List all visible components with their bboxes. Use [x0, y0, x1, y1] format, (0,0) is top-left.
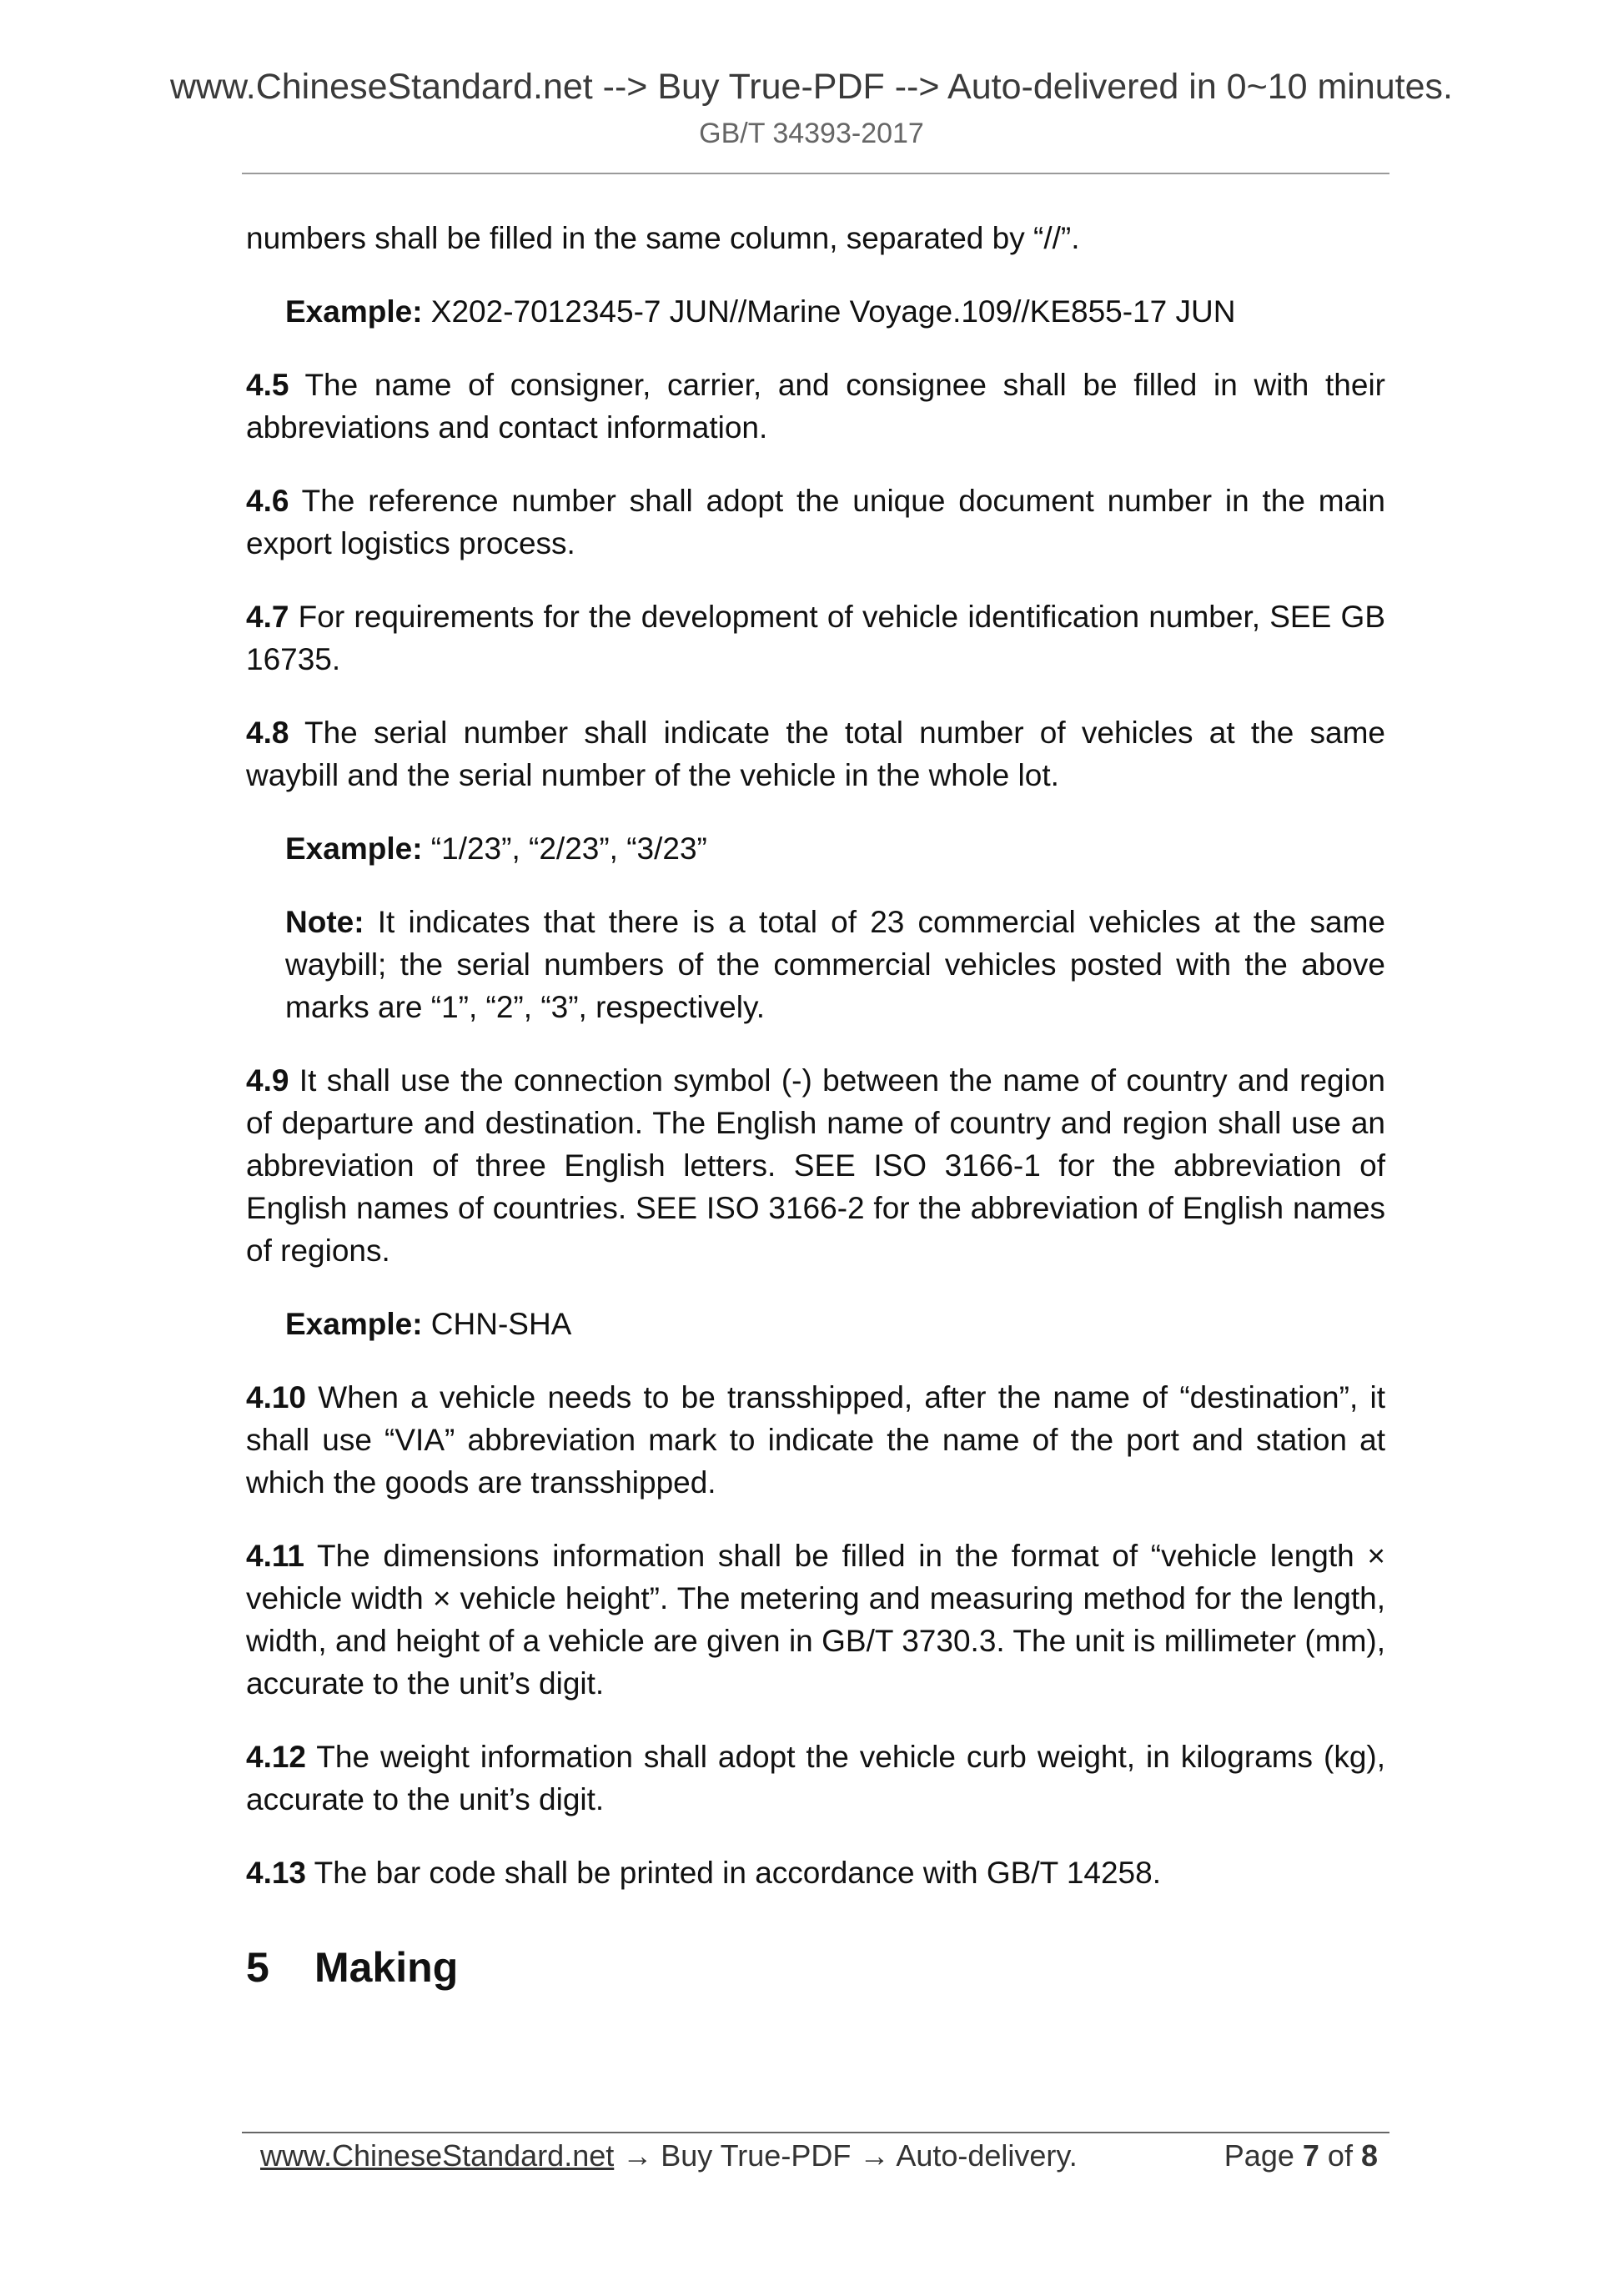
clause-number: 4.6: [246, 484, 289, 518]
footer-left: [260, 2135, 1078, 2177]
header-divider: [242, 173, 1389, 174]
clause-number: 4.10: [246, 1380, 307, 1414]
total-pages: 8: [1360, 2138, 1378, 2173]
site-link[interactable]: www.ChineseStandard.net: [260, 2138, 615, 2173]
example-2: Example: “1/23”, “2/23”, “3/23”: [285, 831, 707, 866]
example-3: Example: CHN-SHA: [285, 1307, 572, 1341]
clause-number: 4.5: [246, 368, 289, 402]
clause-number: 4.12: [246, 1740, 307, 1774]
clause-number: 4.9: [246, 1063, 289, 1098]
clause-number: 4.11: [246, 1539, 304, 1573]
clause-4-7: 4.7 For requirements for the development of vehicle identification number, SEE GB 16735.: [246, 600, 1385, 676]
note: Note: It indicates that there is a total of 23 commercial vehicles at the same waybill; the serial numbers of the commercial vehicles posted with the above marks are “1”, “2”, “3”, respectively.: [285, 905, 1385, 1024]
example-label: Example:: [285, 1307, 423, 1341]
document-number: GB/T 34393-2017: [699, 118, 924, 149]
footer-divider: [242, 2132, 1389, 2133]
page-footer: [260, 2135, 1378, 2177]
clause-4-8: 4.8 The serial number shall indicate the total number of vehicles at the same waybill and the serial number of the vehicle in the whole lot.: [246, 716, 1385, 792]
example-1: Example: X202-7012345-7 JUN//Marine Voyage.109//KE855-17 JUN: [285, 294, 1236, 329]
page-indicator: Page 7 of 8: [1224, 2138, 1378, 2173]
clause-number: 4.8: [246, 716, 289, 750]
note-label: Note:: [285, 905, 364, 939]
footer-tail: → Buy True-PDF → Auto-delivery.: [614, 2138, 1078, 2173]
section-heading: [246, 1942, 1385, 1992]
example-label: Example:: [285, 831, 423, 866]
clause-4-10: 4.10 When a vehicle needs to be transshipped, after the name of “destination”, it shall use “VIA” abbreviation mark to indicate the name of the port and station at which the goods are transshipped.: [246, 1380, 1385, 1500]
section-number: 5: [246, 1944, 269, 1991]
clause-4-6: 4.6 The reference number shall adopt the unique document number in the main export logistics process.: [246, 484, 1385, 560]
continuation-paragraph: numbers shall be filled in the same column, separated by “//”.: [246, 221, 1080, 255]
clause-4-11: 4.11 The dimensions information shall be filled in the format of “vehicle length × vehicle width × vehicle height”. The metering and measuring method for the length, width, and height of a vehicle are given in GB/T 3730.3. The unit is millimeter (mm), accurate to the unit’s digit.: [246, 1539, 1385, 1701]
clause-4-9: 4.9 It shall use the connection symbol (-) between the name of country and region of departure and destination. The English name of country and region shall use an abbreviation of three English letters. SEE ISO 3166-1 for the abbreviation of English names of countries. SEE ISO 3166-2 for the abbreviation of English names of regions.: [246, 1063, 1385, 1268]
example-label: Example:: [285, 294, 423, 329]
clause-4-5: 4.5 The name of consigner, carrier, and consignee shall be filled in with their abbreviations and contact information.: [246, 368, 1385, 445]
page-content: [246, 217, 1385, 1992]
clause-number: 4.13: [246, 1856, 307, 1890]
current-page: 7: [1302, 2138, 1319, 2173]
clause-number: 4.7: [246, 600, 289, 634]
clause-4-13: 4.13 The bar code shall be printed in accordance with GB/T 14258.: [246, 1856, 1161, 1890]
clause-4-12: 4.12 The weight information shall adopt the vehicle curb weight, in kilograms (kg), accurate to the unit’s digit.: [246, 1740, 1385, 1816]
header-banner: www.ChineseStandard.net --> Buy True-PDF --> Auto-delivered in 0~10 minutes.: [169, 67, 1453, 107]
section-title: Making: [314, 1944, 459, 1991]
